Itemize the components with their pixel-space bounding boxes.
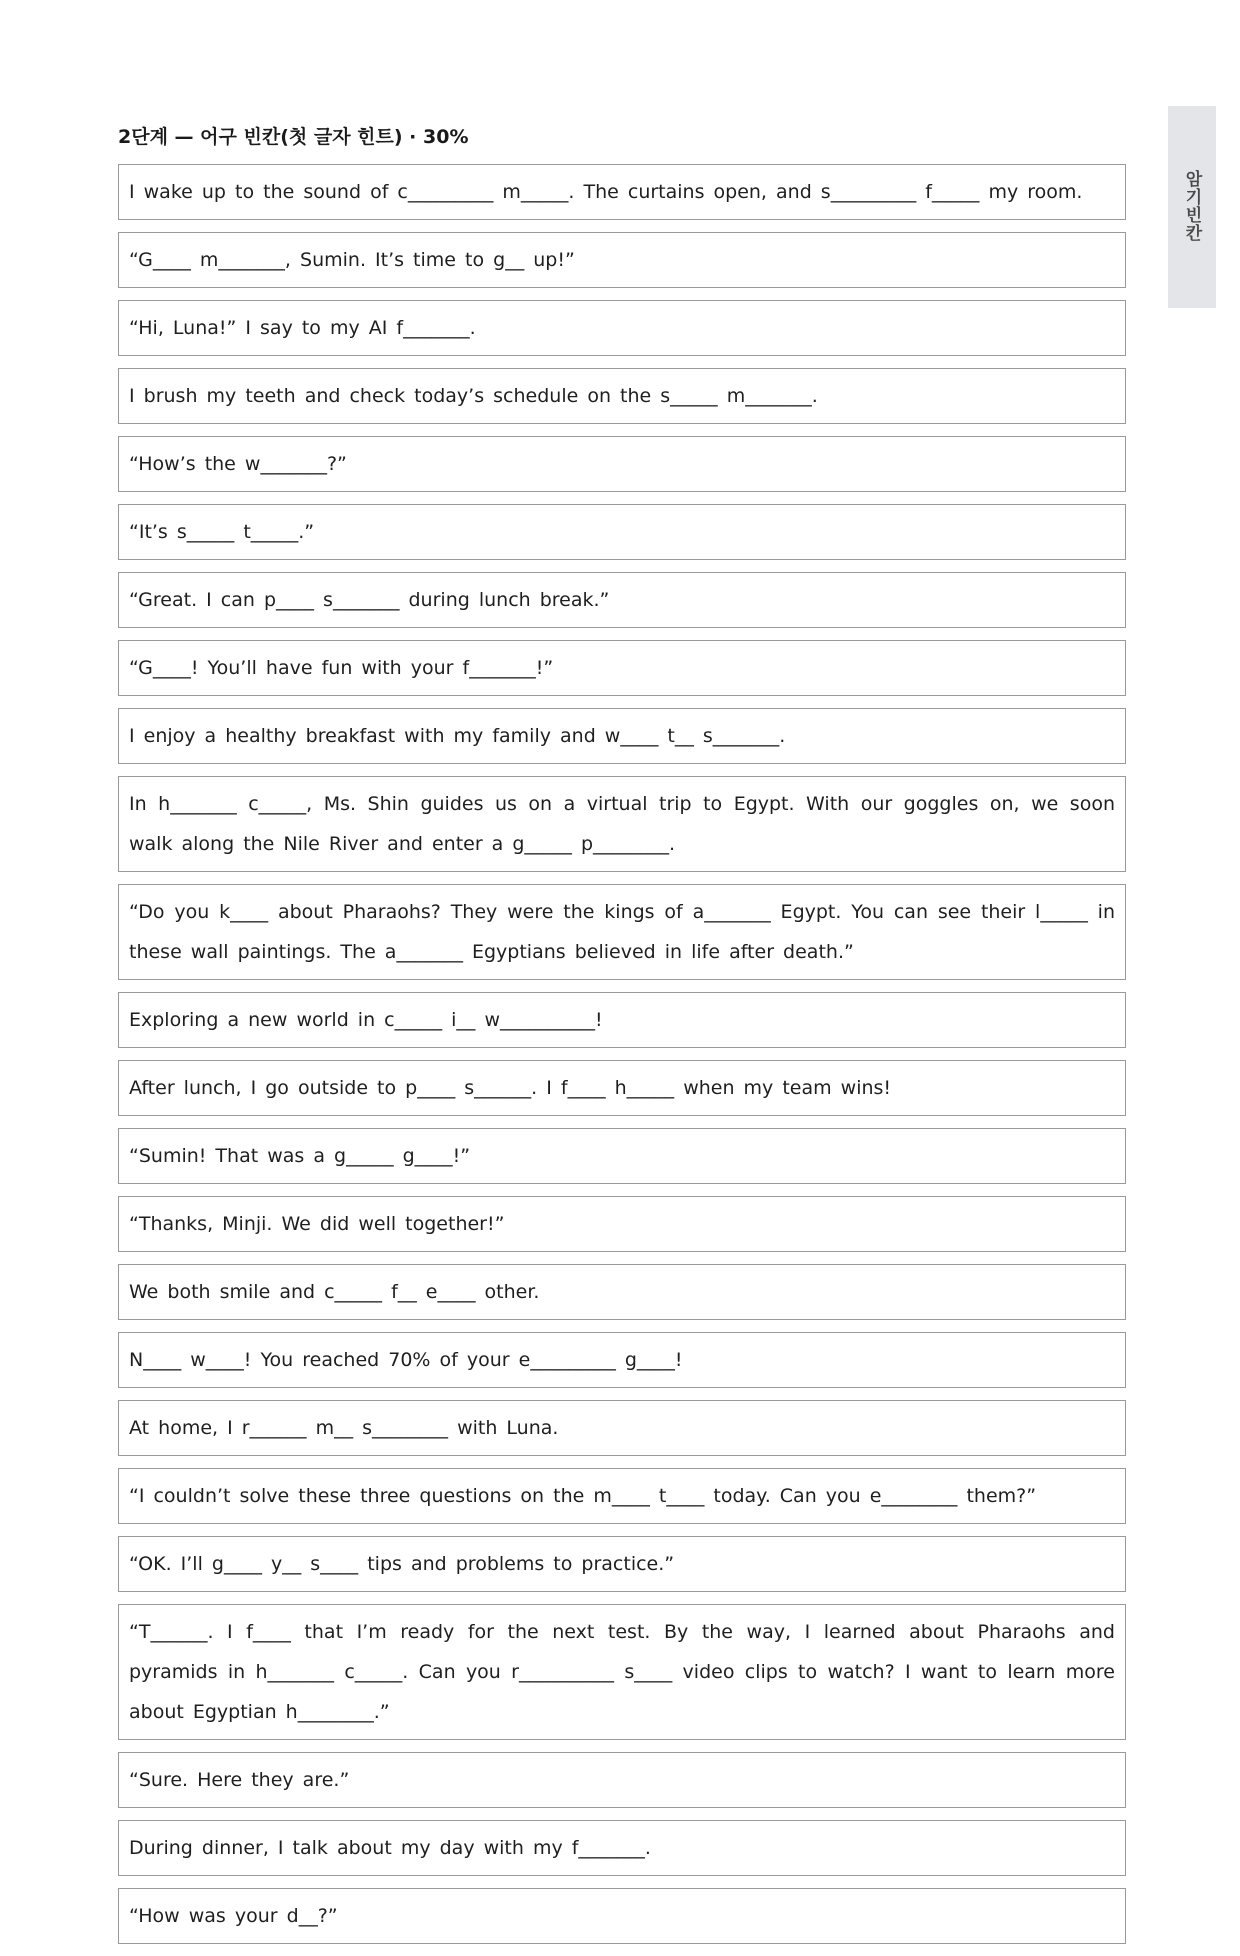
exercise-item: After lunch, I go outside to p____ s______. I f____ h_____ when my team wins! [118,1060,1126,1116]
exercise-item: “Thanks, Minji. We did well together!” [118,1196,1126,1252]
exercise-item: We both smile and c_____ f__ e____ other. [118,1264,1126,1320]
exercise-item: “It’s s_____ t_____.” [118,504,1126,560]
exercise-item: “Sumin! That was a g_____ g____!” [118,1128,1126,1184]
exercise-item: N____ w____! You reached 70% of your e_________ g____! [118,1332,1126,1388]
exercise-item: During dinner, I talk about my day with my f_______. [118,1820,1126,1876]
exercise-item: “Great. I can p____ s_______ during lunch break.” [118,572,1126,628]
exercise-item: I wake up to the sound of c_________ m_____. The curtains open, and s_________ f_____ my room. [118,164,1126,220]
exercise-item: I enjoy a healthy breakfast with my family and w____ t__ s_______. [118,708,1126,764]
exercise-item: In h_______ c_____, Ms. Shin guides us on a virtual trip to Egypt. With our goggles on, we soon walk along the Nile River and enter a g_____ p________. [118,776,1126,872]
exercise-item: “Sure. Here they are.” [118,1752,1126,1808]
exercise-item: At home, I r______ m__ s________ with Luna. [118,1400,1126,1456]
side-tab-label: 암기빈칸 [1181,170,1202,242]
exercise-item: “I couldn’t solve these three questions on the m____ t____ today. Can you e________ them?” [118,1468,1126,1524]
exercise-item: “OK. I’ll g____ y__ s____ tips and problems to practice.” [118,1536,1126,1592]
section-heading: 2단계 — 어구 빈칸(첫 글자 힌트) · 30% [118,126,469,148]
exercise-item: “G____! You’ll have fun with your f_______!” [118,640,1126,696]
exercise-item: Exploring a new world in c_____ i__ w__________! [118,992,1126,1048]
exercise-item: “G____ m_______, Sumin. It’s time to g__ up!” [118,232,1126,288]
exercise-item: “How was your d__?” [118,1888,1126,1944]
exercise-item: I brush my teeth and check today’s schedule on the s_____ m_______. [118,368,1126,424]
exercise-list [118,164,1126,1956]
exercise-item: “How’s the w_______?” [118,436,1126,492]
exercise-item: “Hi, Luna!” I say to my AI f_______. [118,300,1126,356]
exercise-item: “Do you k____ about Pharaohs? They were the kings of a_______ Egypt. You can see their l_____ in these wall paintings. The a_______ Egyptians believed in life after death.” [118,884,1126,980]
exercise-item: “T______. I f____ that I’m ready for the next test. By the way, I learned about Pharaohs and pyramids in h_______ c_____. Can you r__________ s____ video clips to watch? I want to learn more about Egyptian h________.” [118,1604,1126,1740]
side-tab[interactable] [1168,106,1216,308]
